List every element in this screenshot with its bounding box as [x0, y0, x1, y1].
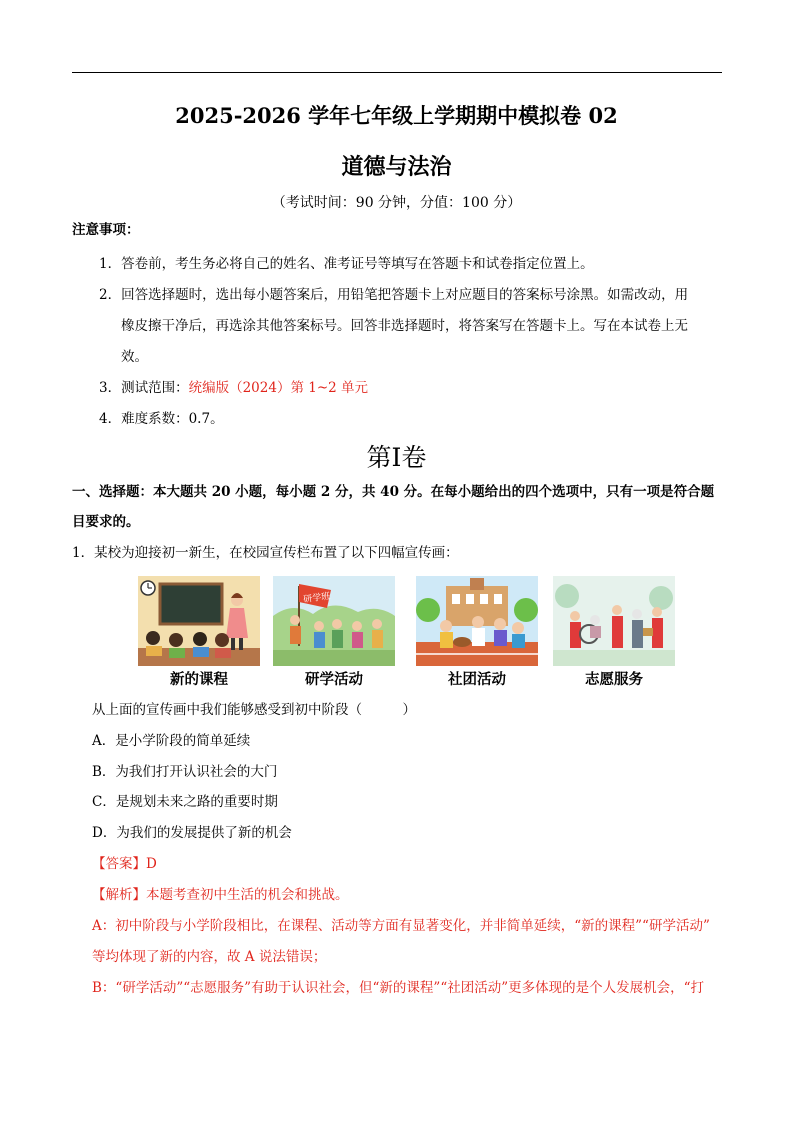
study-tour-flag-illustration — [273, 576, 395, 666]
notice-item-text: 回答选择题时，选出每小题答案后，用铅笔把答题卡上对应题目的答案标号涂黑。如需改动，用 — [121, 287, 689, 303]
test-range: 统编版（2024）第 1~2 单元 — [188, 380, 369, 396]
notice-item-2-line-3: 效。 — [121, 349, 148, 365]
paper-title: 2025-2026 学年七年级上学期期中模拟卷 02 — [175, 103, 618, 128]
header-rule — [72, 72, 722, 73]
notice-item-2-line-2: 橡皮擦干净后，再选涂其他答案标号。回答非选择题时，将答案写在答题卡上。写在本试卷上无 — [121, 318, 688, 334]
notice-item-number: 4． — [99, 411, 122, 427]
option-c: C．是规划未来之路的重要时期 — [92, 794, 278, 810]
analysis-intro — [92, 880, 349, 910]
notice-item-number: 2． — [99, 287, 122, 303]
notice-item-text: 难度系数：0.7。 — [121, 411, 224, 427]
notice-item-3 — [99, 373, 368, 403]
notice-item-text: 答卷前，考生务必将自己的姓名、准考证号等填写在答题卡和试卷指定位置上。 — [121, 256, 594, 272]
notice-heading: 注意事项： — [72, 222, 140, 238]
option-a: A．是小学阶段的简单延续 — [92, 733, 251, 749]
section-heading-line-2: 目要求的。 — [72, 514, 140, 530]
subject-title: 道德与法治 — [341, 154, 452, 180]
question-1-prompt: 从上面的宣传画中我们能够感受到初中阶段（ ） — [92, 702, 416, 718]
notice-item-number: 3． — [99, 380, 122, 396]
notice-item-2-line-1 — [99, 280, 688, 310]
notice-item-4 — [99, 404, 224, 434]
analysis-label: 【解析】 — [92, 887, 146, 903]
flag-label: 研学班 — [302, 591, 331, 606]
picture-caption: 新的课程 — [170, 672, 228, 688]
picture-caption: 研学活动 — [305, 672, 363, 688]
volunteer-service-illustration — [553, 576, 675, 666]
notice-item-text: 测试范围： — [121, 380, 189, 396]
section-heading-line-1: 一、选择题：本大题共 20 小题，每小题 2 分，共 40 分。在每小题给出的四个选项中，只有一项是符合题 — [72, 484, 715, 500]
question-1-stem: 1．某校为迎接初一新生，在校园宣传栏布置了以下四幅宣传画： — [72, 545, 459, 561]
analysis-line: A：初中阶段与小学阶段相比，在课程、活动等方面有显著变化，并非简单延续，“新的课程”“研学活动” — [92, 918, 710, 934]
notice-item-1 — [99, 249, 594, 279]
picture-caption: 社团活动 — [448, 672, 506, 688]
analysis-line: 等均体现了新的内容，故 A 说法错误； — [92, 949, 327, 965]
answer: 【答案】D — [92, 856, 157, 872]
analysis-line: B：“研学活动”“志愿服务”有助于认识社会，但“新的课程”“社团活动”更多体现的是个人发展机会，“打 — [92, 980, 705, 996]
analysis-intro-text: 本题考查初中生活的机会和挑战。 — [146, 887, 349, 903]
picture-caption: 志愿服务 — [585, 672, 643, 688]
notice-item-number: 1． — [99, 256, 122, 272]
club-music-illustration — [416, 576, 538, 666]
volume-heading: 第I卷 — [366, 443, 427, 472]
option-d: D．为我们的发展提供了新的机会 — [92, 825, 292, 841]
exam-info: （考试时间：90 分钟，分值：100 分） — [271, 195, 522, 211]
classroom-teacher-illustration — [138, 576, 260, 666]
option-b: B．为我们打开认识社会的大门 — [92, 764, 278, 780]
